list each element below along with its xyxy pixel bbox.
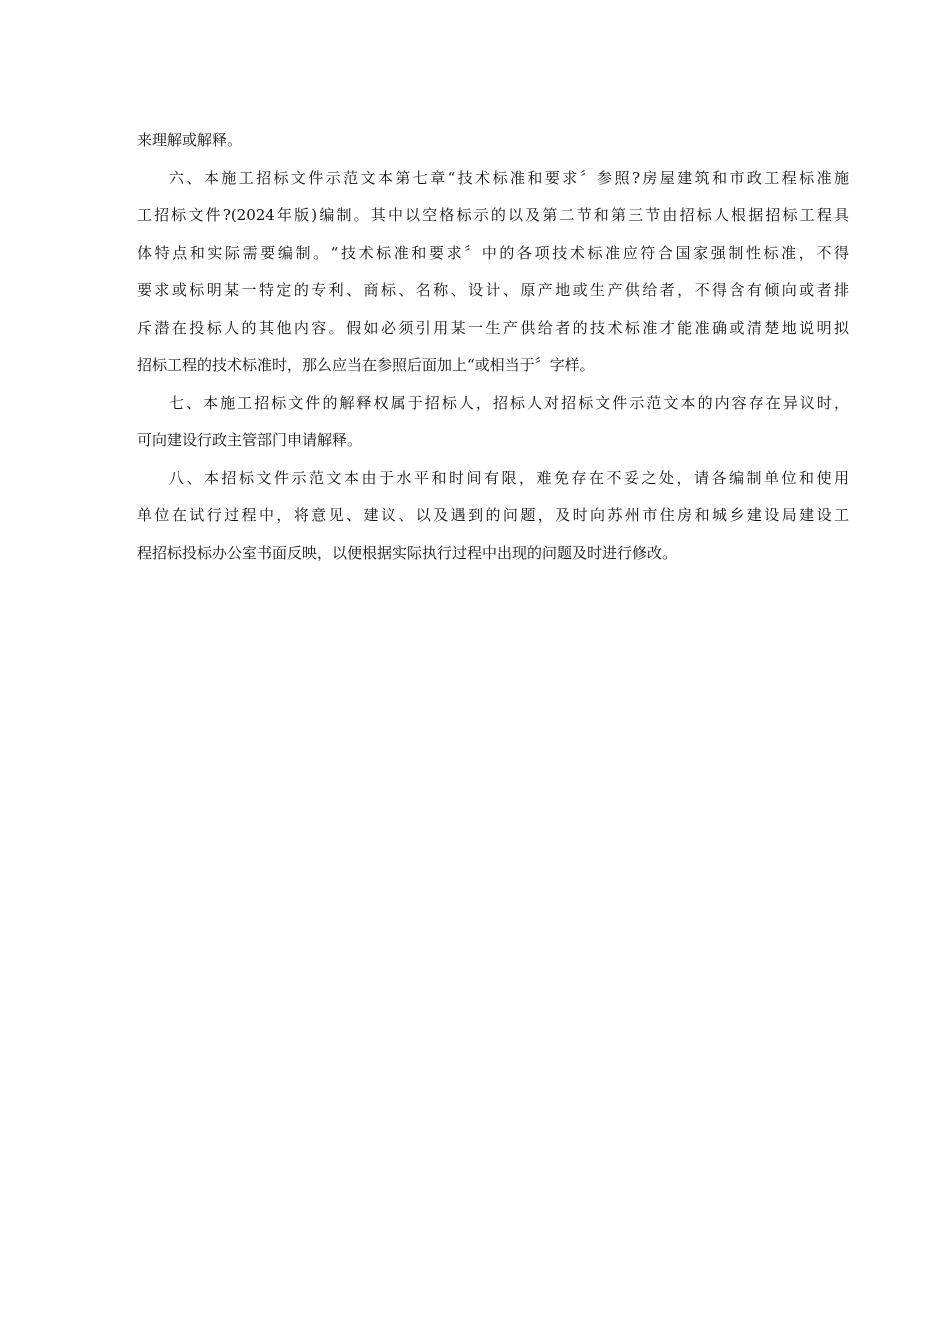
paragraph-line: 斥潜在投标人的其他内容。假如必须引用某一生产供给者的技术标准才能准确或清楚地说明拟	[137, 318, 849, 337]
paragraph-line: 体特点和实际需要编制。“技术标准和要求〞中的各项技术标准应符合国家强制性标准，不得	[137, 243, 849, 262]
paragraph-item-7	[137, 387, 849, 462]
paragraph-line: 单位在试行过程中，将意见、建议、以及遇到的问题，及时向苏州市住房和城乡建设局建设工	[137, 506, 849, 524]
paragraph-item-6	[137, 162, 849, 387]
paragraph-line: 七、本施工招标文件的解释权属于招标人，招标人对招标文件示范文本的内容存在异议时，	[169, 393, 849, 412]
paragraph-continuation	[137, 124, 849, 162]
paragraph-item-8	[137, 462, 849, 575]
document-body	[137, 124, 849, 574]
paragraph-line: 可向建设行政主管部门申请解释。	[137, 431, 363, 449]
paragraph-line: 招标工程的技术标准时，那么应当在参照后面加上“或相当于〞字样。	[137, 356, 595, 374]
paragraph-line: 程招标投标办公室书面反映，以便根据实际执行过程中出现的问题及时进行修改。	[137, 543, 678, 562]
paragraph-line: 工招标文件?(2024年版)编制。其中以空格标示的以及第二节和第三节由招标人根据招标工程具	[137, 206, 849, 224]
paragraph-line: 来理解或解释。	[137, 131, 243, 149]
paragraph-line: 六、本施工招标文件示范文本第七章“技术标准和要求〞参照?房屋建筑和市政工程标准施	[169, 168, 849, 187]
paragraph-line: 八、本招标文件示范文本由于水平和时间有限，难免存在不妥之处，请各编制单位和使用	[169, 468, 849, 487]
paragraph-line: 要求或标明某一特定的专利、商标、名称、设计、原产地或生产供给者，不得含有倾向或者排	[137, 281, 849, 299]
